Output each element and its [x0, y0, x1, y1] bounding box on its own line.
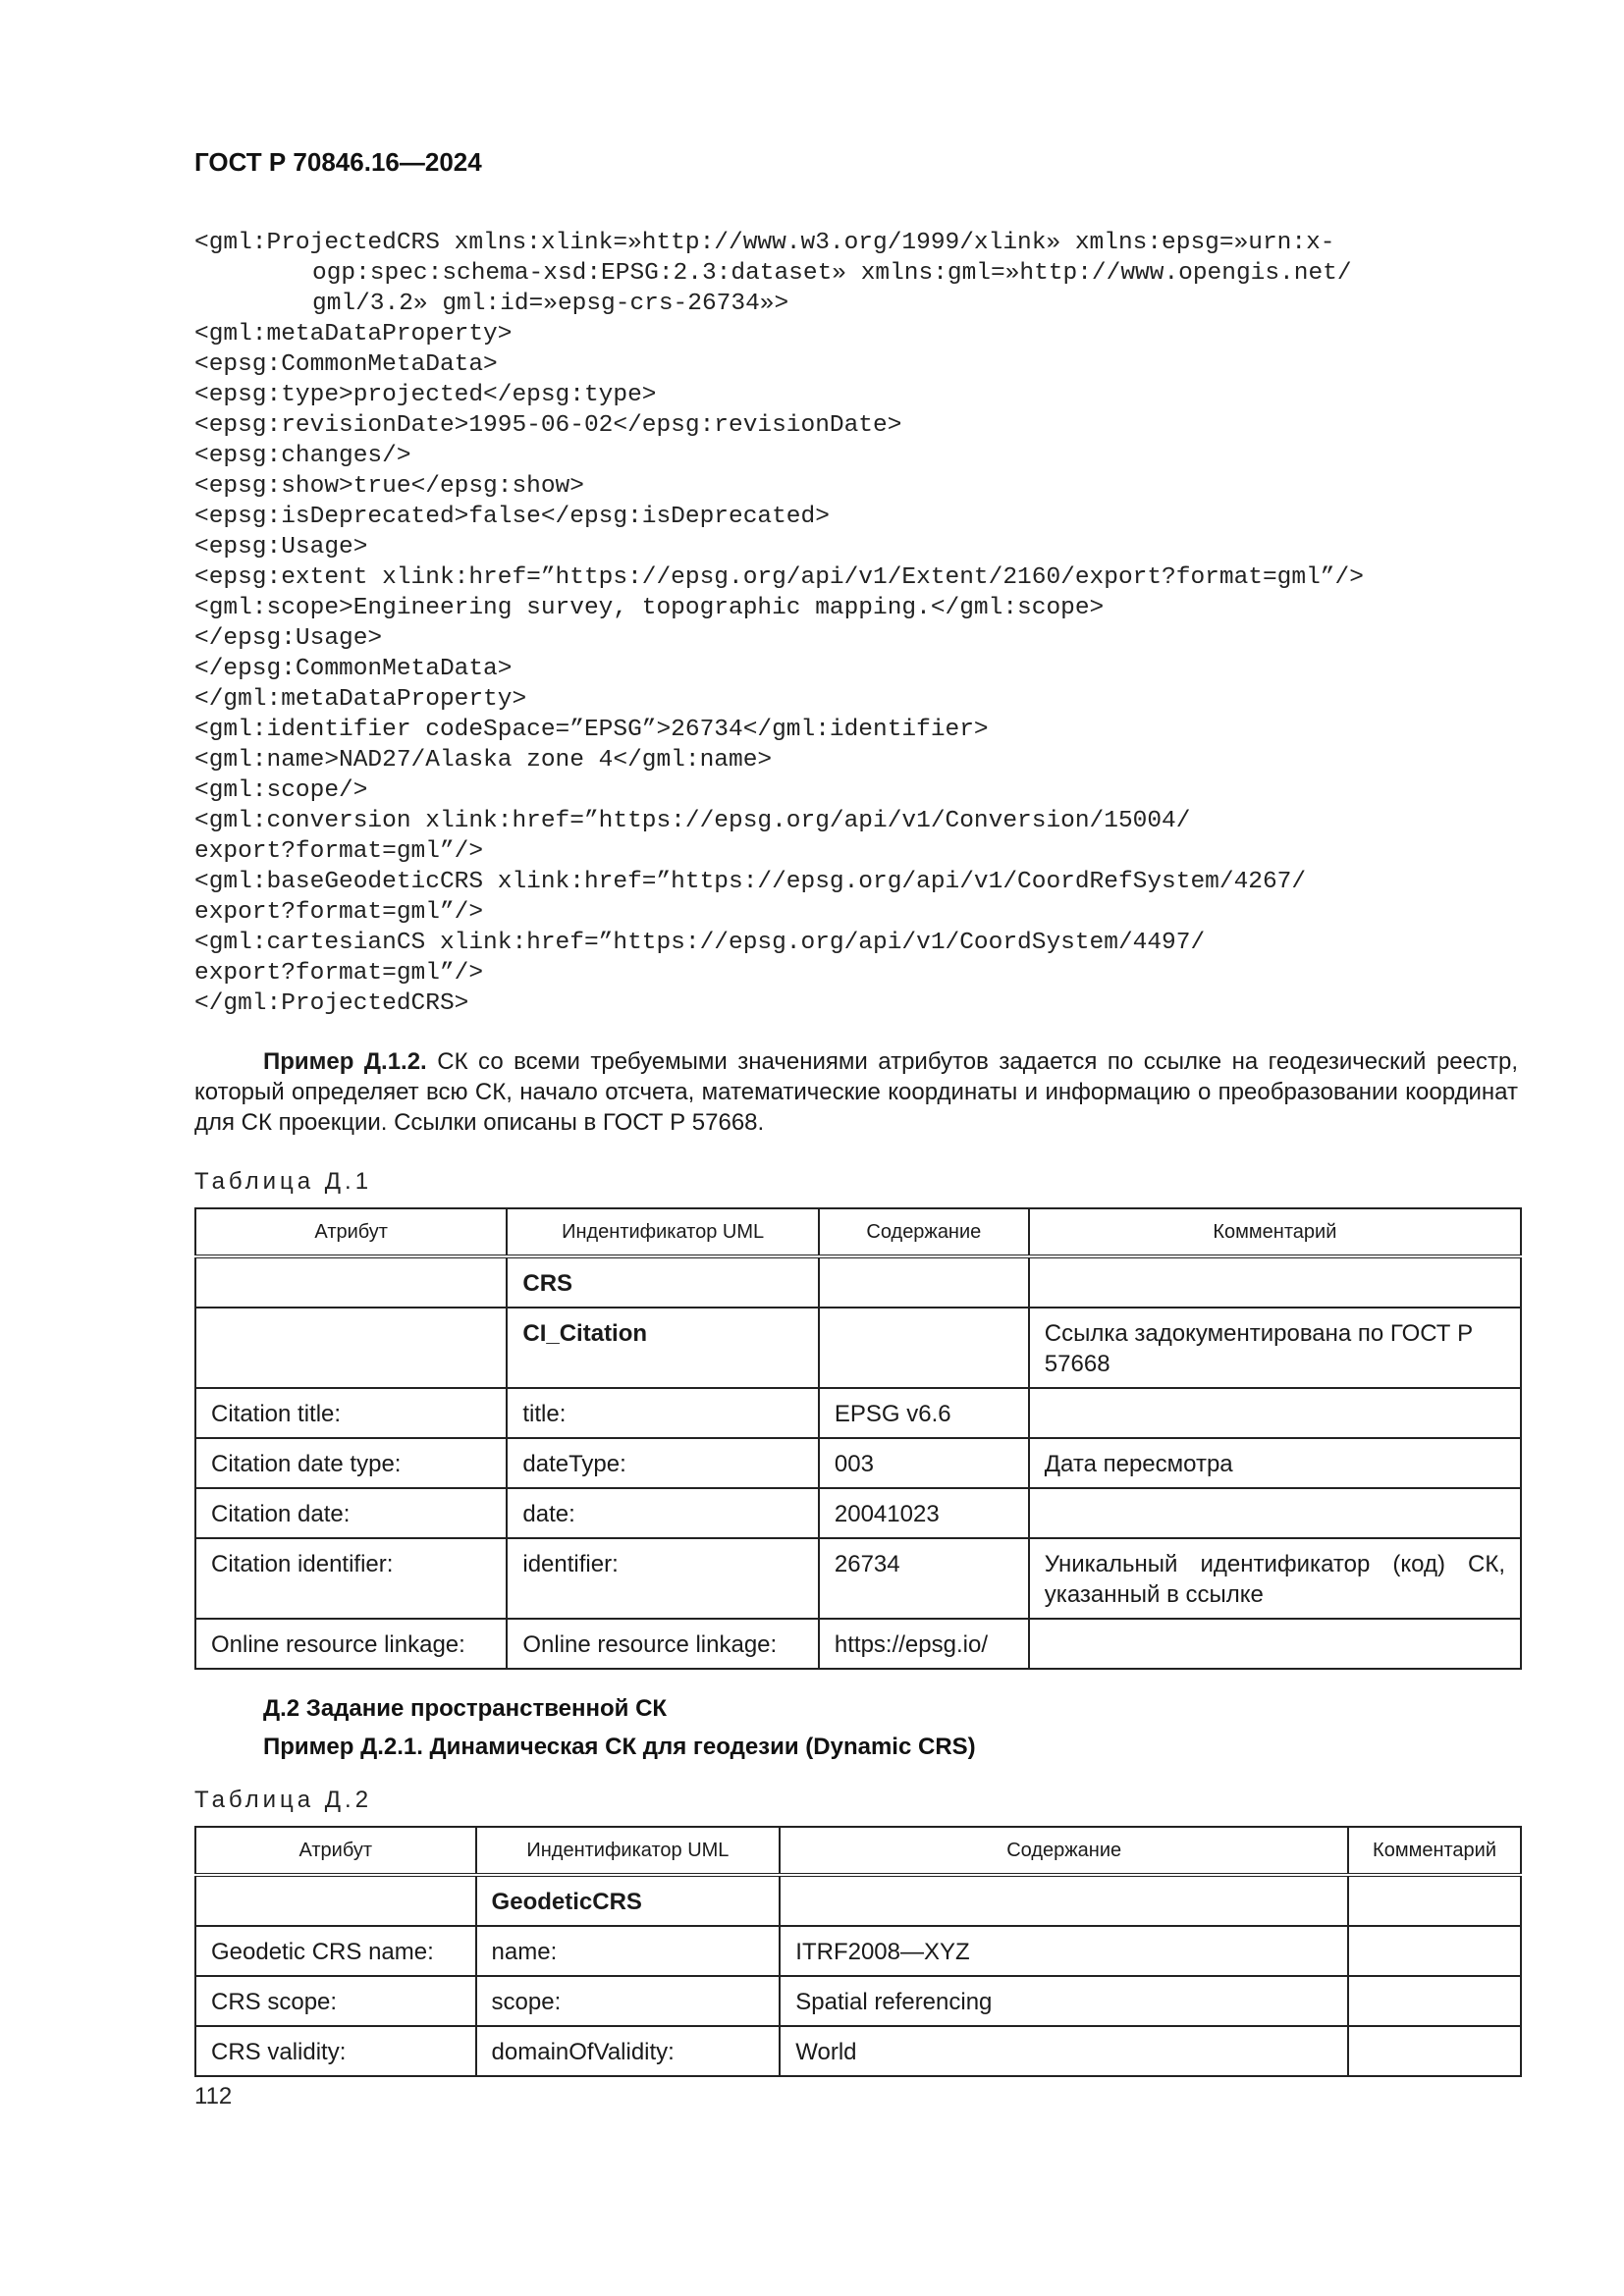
table-cell: CRS validity: [195, 2026, 476, 2076]
table-header-cell: Комментарий [1348, 1827, 1521, 1875]
code-line: <epsg:show>true</epsg:show> [194, 473, 584, 500]
table-cell: date: [507, 1488, 819, 1538]
table-cell: scope: [476, 1976, 781, 2026]
table-d2 [194, 1826, 1522, 2077]
code-line: <gml:baseGeodeticCRS xlink:href=”https://epsg.org/api/v1/CoordRefSystem/4267/ [194, 869, 1307, 895]
table-cell: CRS [507, 1256, 819, 1308]
table-cell: Уникальный идентификатор (код) СК, указанный в ссылке [1029, 1538, 1521, 1619]
table-cell: World [780, 2026, 1348, 2076]
table-cell [819, 1256, 1029, 1308]
code-line: <epsg:changes/> [194, 443, 411, 469]
table-cell: 20041023 [819, 1488, 1029, 1538]
table-cell: Spatial referencing [780, 1976, 1348, 2026]
table-cell [1348, 1875, 1521, 1926]
table-cell [1029, 1388, 1521, 1438]
code-line: gml/3.2» gml:id=»epsg-crs-26734»> [312, 291, 789, 317]
example-d12-text: СК со всеми требуемыми значениями атрибутов задается по ссылке на геодезический реестр, который определяет всю СК, начало отсчета, математические координаты и информацию о преобразовании координат для СК проекции. Ссылки описаны в ГОСТ Р 57668. [194, 1048, 1519, 1136]
table-cell: Geodetic CRS name: [195, 1926, 476, 1976]
code-line: <epsg:revisionDate>1995-06-02</epsg:revisionDate> [194, 412, 902, 439]
table-cell [195, 1256, 507, 1308]
table-row [195, 1926, 1521, 1976]
code-line: export?format=gml”/> [194, 899, 484, 926]
code-line: <epsg:type>projected</epsg:type> [194, 382, 657, 408]
code-line: </epsg:Usage> [194, 625, 383, 652]
table-row [195, 1875, 1521, 1926]
table-header-cell: Содержание [819, 1208, 1029, 1256]
table-d1 [194, 1207, 1522, 1670]
table-row [195, 1388, 1521, 1438]
table-cell: GeodeticCRS [476, 1875, 781, 1926]
table-cell [819, 1308, 1029, 1388]
table-row [195, 1619, 1521, 1669]
table1-caption: Таблица Д.1 [194, 1168, 373, 1195]
table-cell [1029, 1619, 1521, 1669]
code-line: <epsg:Usage> [194, 534, 368, 561]
table-cell [195, 1875, 476, 1926]
table-cell: EPSG v6.6 [819, 1388, 1029, 1438]
code-line: export?format=gml”/> [194, 960, 484, 987]
code-line: <gml:conversion xlink:href=”https://epsg.org/api/v1/Conversion/15004/ [194, 808, 1191, 834]
table-cell: identifier: [507, 1538, 819, 1619]
code-line: </epsg:CommonMetaData> [194, 656, 513, 682]
table-cell: Citation title: [195, 1388, 507, 1438]
table-cell: 26734 [819, 1538, 1029, 1619]
example-d12-paragraph [194, 1046, 1518, 1138]
table-cell: title: [507, 1388, 819, 1438]
table-header-cell: Индентификатор UML [476, 1827, 781, 1875]
table-cell: CRS scope: [195, 1976, 476, 2026]
table2-caption: Таблица Д.2 [194, 1787, 373, 1813]
code-line: <epsg:extent xlink:href=”https://epsg.org/api/v1/Extent/2160/export?format=gml”/> [194, 564, 1364, 591]
code-line: export?format=gml”/> [194, 838, 484, 865]
table-header-row [195, 1827, 1521, 1875]
table-cell [195, 1308, 507, 1388]
table-cell: Citation date: [195, 1488, 507, 1538]
code-line: <gml:metaDataProperty> [194, 321, 513, 347]
table-cell: Ссылка задокументирована по ГОСТ Р 57668 [1029, 1308, 1521, 1388]
table-cell [780, 1875, 1348, 1926]
table-header-cell: Содержание [780, 1827, 1348, 1875]
code-line: <gml:identifier codeSpace=”EPSG”>26734</gml:identifier> [194, 717, 989, 743]
table-cell [1348, 1976, 1521, 2026]
table-row [195, 1488, 1521, 1538]
table-row [195, 1438, 1521, 1488]
code-line: <gml:scope/> [194, 777, 368, 804]
code-line: <gml:scope>Engineering survey, topographic mapping.</gml:scope> [194, 595, 1105, 621]
code-line: <epsg:CommonMetaData> [194, 351, 498, 378]
table-cell [1029, 1256, 1521, 1308]
table-cell: domainOfValidity: [476, 2026, 781, 2076]
table-header-cell: Индентификатор UML [507, 1208, 819, 1256]
table-cell [1029, 1488, 1521, 1538]
code-line: </gml:metaDataProperty> [194, 686, 527, 713]
table-cell [1348, 1926, 1521, 1976]
code-line: <gml:ProjectedCRS xmlns:xlink=»http://www.w3.org/1999/xlink» xmlns:epsg=»urn:x- [194, 230, 1335, 256]
example-d21-heading: Пример Д.2.1. Динамическая СК для геодезии (Dynamic CRS) [263, 1734, 976, 1760]
table-cell: Citation date type: [195, 1438, 507, 1488]
table-row [195, 1256, 1521, 1308]
table-header-cell: Комментарий [1029, 1208, 1521, 1256]
table-cell: Online resource linkage: [507, 1619, 819, 1669]
table-row [195, 2026, 1521, 2076]
table-row [195, 1308, 1521, 1388]
table-cell: ITRF2008—XYZ [780, 1926, 1348, 1976]
table-cell [1348, 2026, 1521, 2076]
table-cell: https://epsg.io/ [819, 1619, 1029, 1669]
code-line: ogp:spec:schema-xsd:EPSG:2.3:dataset» xmlns:gml=»http://www.opengis.net/ [312, 260, 1352, 287]
code-line: <gml:name>NAD27/Alaska zone 4</gml:name> [194, 747, 773, 774]
table-header-row [195, 1208, 1521, 1256]
table-cell: Citation identifier: [195, 1538, 507, 1619]
page-number: 112 [194, 2083, 233, 2109]
table-cell: Online resource linkage: [195, 1619, 507, 1669]
code-line: <epsg:isDeprecated>false</epsg:isDeprecated> [194, 504, 830, 530]
table-header-cell: Атрибут [195, 1827, 476, 1875]
example-d12-label: Пример Д.1.2. [263, 1048, 427, 1075]
table-cell: dateType: [507, 1438, 819, 1488]
table-row [195, 1976, 1521, 2026]
section-d2-heading: Д.2 Задание пространственной СК [263, 1695, 668, 1722]
document-header: ГОСТ Р 70846.16—2024 [194, 147, 482, 177]
table-cell: name: [476, 1926, 781, 1976]
gml-code-block [194, 228, 1510, 1019]
table-header-cell: Атрибут [195, 1208, 507, 1256]
code-line: <gml:cartesianCS xlink:href=”https://epsg.org/api/v1/CoordSystem/4497/ [194, 930, 1206, 956]
table-row [195, 1538, 1521, 1619]
table-cell: 003 [819, 1438, 1029, 1488]
table-cell: Дата пересмотра [1029, 1438, 1521, 1488]
table-cell: CI_Citation [507, 1308, 819, 1388]
code-line: </gml:ProjectedCRS> [194, 990, 469, 1017]
